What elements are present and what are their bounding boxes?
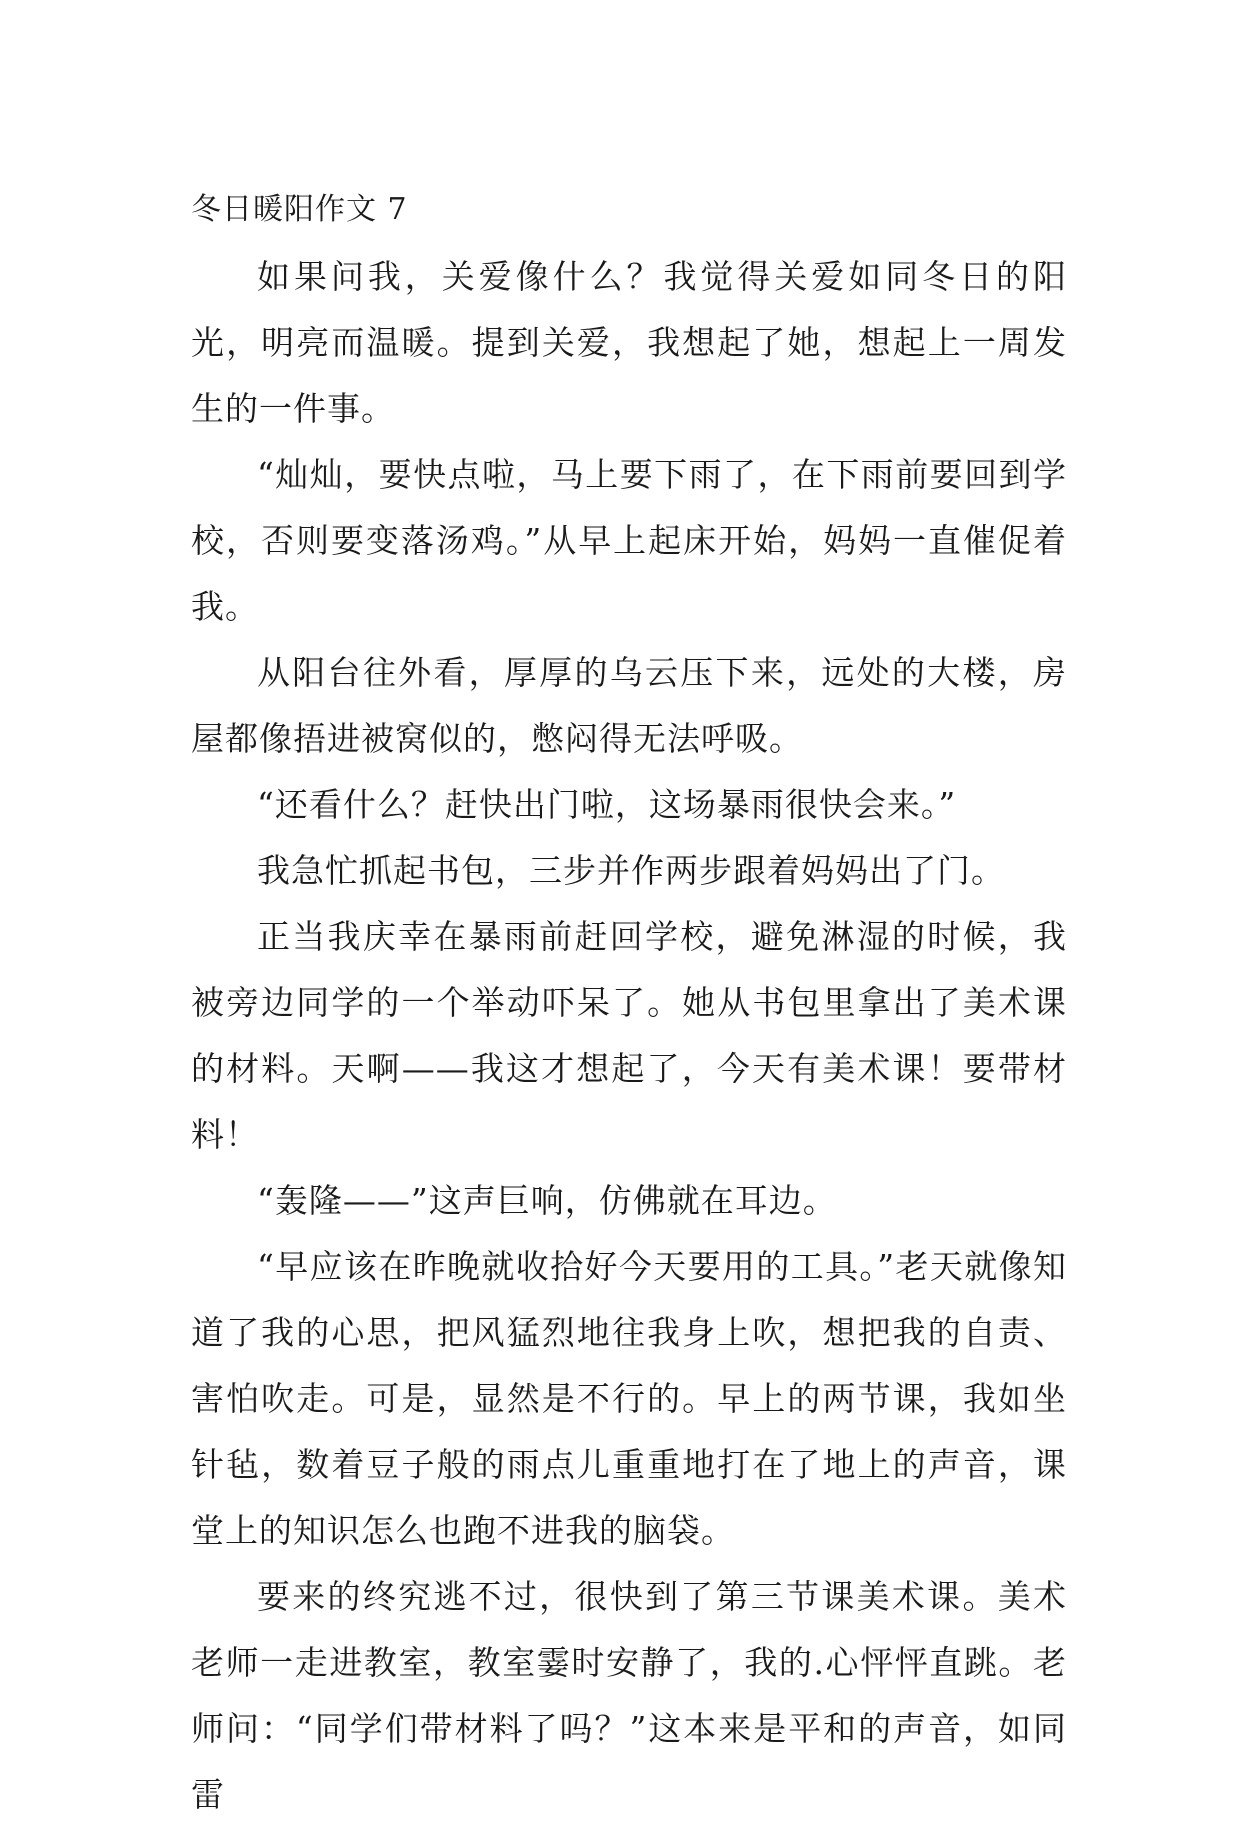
paragraph-6: 正当我庆幸在暴雨前赶回学校，避免淋湿的时候，我被旁边同学的一个举动吓呆了。她从书包里拿出了美术课的材料。天啊——我这才想起了，今天有美术课！要带材料！ [191,917,1067,1154]
document-title: 冬日暖阳作文 7 [191,192,408,227]
paragraph-4: “还看什么？赶快出门啦，这场暴雨很快会来。” [257,785,957,824]
paragraph-3: 从阳台往外看，厚厚的乌云压下来，远处的大楼，房屋都像捂进被窝似的，憋闷得无法呼吸。 [191,653,1067,758]
paragraph-5: 我急忙抓起书包，三步并作两步跟着妈妈出了门。 [257,851,1005,890]
paragraph-7: “轰隆——”这声巨响，仿佛就在耳边。 [257,1181,837,1220]
paragraph-9: 要来的终究逃不过，很快到了第三节课美术课。美术老师一走进教室，教室霎时安静了，我的.心怦怦直跳。老师问：“同学们带材料了吗？”这本来是平和的声音，如同雷 [191,1577,1067,1814]
document-page [191,190,1067,1828]
paragraph-2: “灿灿，要快点啦，马上要下雨了，在下雨前要回到学校，否则要变落汤鸡。”从早上起床开始，妈妈一直催促着我。 [191,455,1067,626]
paragraph-8: “早应该在昨晚就收拾好今天要用的工具。”老天就像知道了我的心思，把风猛烈地往我身上吹，想把我的自责、害怕吹走。可是，显然是不行的。早上的两节课，我如坐针毡，数着豆子般的雨点儿重重地打在了地上的声音，课堂上的知识怎么也跑不进我的脑袋。 [191,1247,1067,1550]
paragraph-1: 如果问我，关爱像什么？我觉得关爱如同冬日的阳光，明亮而温暖。提到关爱，我想起了她，想起上一周发生的一件事。 [191,257,1067,428]
